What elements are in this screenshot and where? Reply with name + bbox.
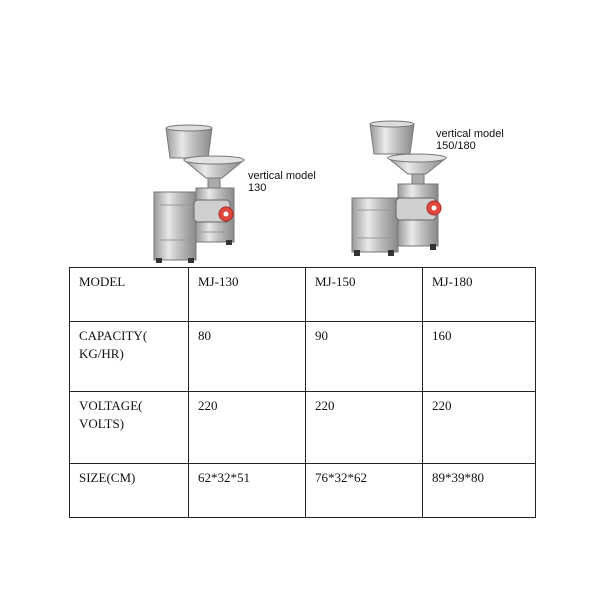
table-row-capacity (70, 322, 536, 392)
header-cell: MJ-150 (306, 268, 423, 322)
table-cell: 160 (423, 322, 536, 392)
caption-line: vertical model (248, 170, 316, 182)
table-row-size (70, 464, 536, 518)
row-label: KG/HR) (79, 346, 124, 361)
table-cell: 76*32*62 (306, 464, 423, 518)
caption-model-150-180 (436, 128, 504, 152)
caption-line: 150/180 (436, 140, 476, 152)
header-cell: MODEL (70, 268, 189, 322)
row-label: CAPACITY( (79, 328, 148, 343)
grinder-130-image (140, 120, 265, 265)
spec-table (69, 267, 536, 518)
row-label: VOLTAGE( (79, 398, 143, 413)
table-header-row (70, 268, 536, 322)
table-cell: 220 (423, 392, 536, 464)
table-cell: 62*32*51 (189, 464, 306, 518)
caption-line: 130 (248, 182, 267, 194)
row-label: SIZE(CM) (79, 470, 136, 485)
caption-line: vertical model (436, 128, 504, 140)
table-cell: 220 (189, 392, 306, 464)
header-cell: MJ-130 (189, 268, 306, 322)
table-cell: 80 (189, 322, 306, 392)
table-row-voltage (70, 392, 536, 464)
row-label: VOLTS) (79, 416, 125, 431)
caption-model-130 (248, 170, 316, 194)
table-cell: 220 (306, 392, 423, 464)
header-cell: MJ-180 (423, 268, 536, 322)
row-label-cell (70, 392, 189, 464)
row-label-cell (70, 464, 189, 518)
table-cell: 90 (306, 322, 423, 392)
row-label-cell (70, 322, 189, 392)
table-cell: 89*39*80 (423, 464, 536, 518)
